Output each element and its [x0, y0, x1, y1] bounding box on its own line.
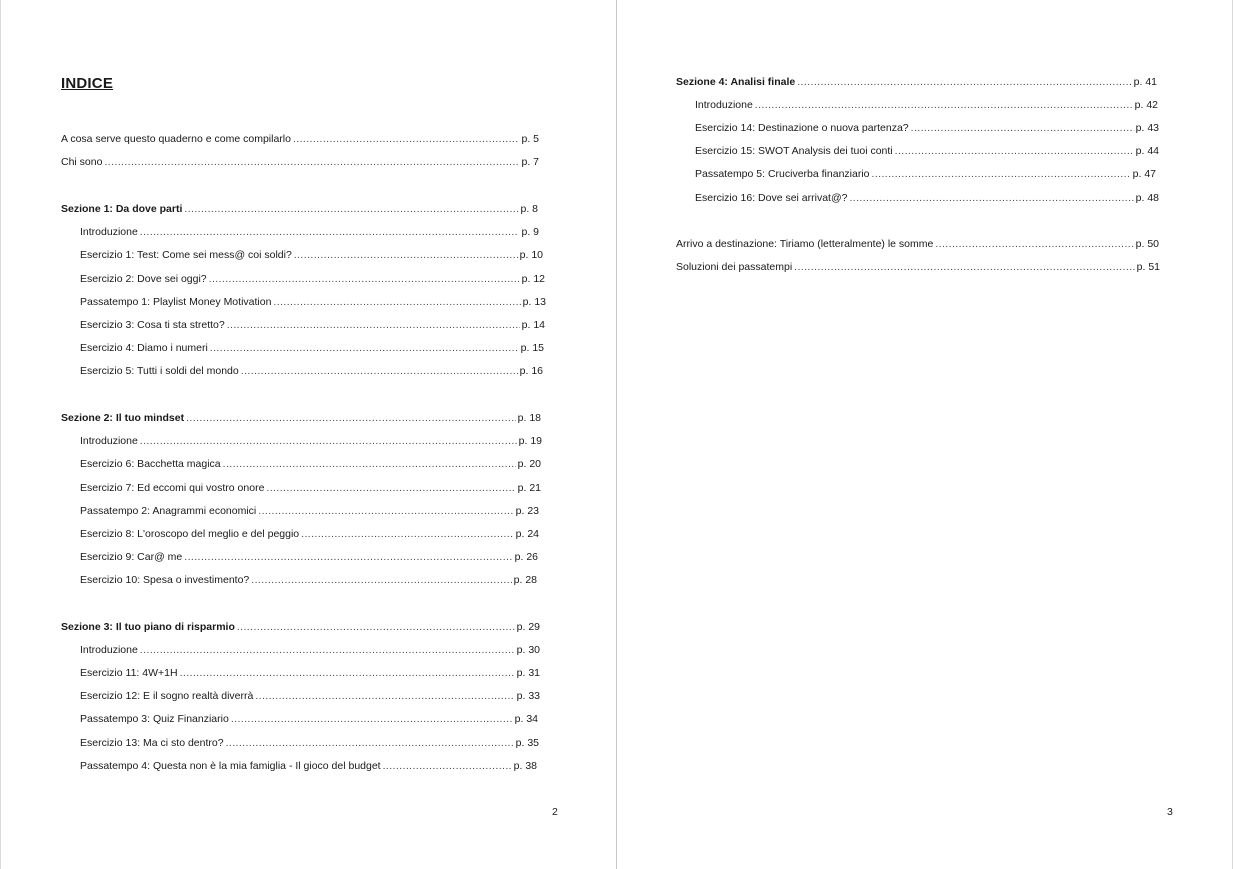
toc-entry-label: Esercizio 16: Dove sei arrivat@?: [695, 192, 848, 204]
toc-entry-page: p. 26: [514, 551, 538, 563]
toc-entry[interactable]: [61, 155, 539, 169]
dot-leader: [227, 318, 520, 332]
dot-leader: [140, 643, 515, 657]
dot-leader: [231, 712, 513, 726]
toc-entry[interactable]: [80, 318, 545, 332]
toc-entry[interactable]: [80, 712, 538, 726]
toc-entry[interactable]: [80, 364, 543, 378]
dot-leader: [223, 457, 516, 471]
toc-entry-page: p. 16: [519, 365, 543, 377]
toc-entry[interactable]: [80, 504, 539, 518]
toc-entry-label: A cosa serve questo quaderno e come compilarlo: [61, 133, 291, 145]
toc-entry-page: p. 13: [522, 296, 546, 308]
toc-entry[interactable]: [695, 98, 1158, 112]
toc-entry-label: Esercizio 9: Car@ me: [80, 551, 183, 563]
toc-entry-label: Esercizio 4: Diamo i numeri: [80, 342, 208, 354]
toc-entry[interactable]: [695, 191, 1159, 205]
toc-entry-page: p. 21: [517, 482, 541, 494]
toc-entry[interactable]: [80, 457, 541, 471]
toc-entry[interactable]: [80, 434, 542, 448]
toc-entry-page: p. 20: [517, 458, 541, 470]
toc-entry-page: p. 18: [517, 412, 541, 424]
toc-entry-label: Passatempo 1: Playlist Money Motivation: [80, 296, 272, 308]
toc-entry-label: Passatempo 2: Anagrammi economici: [80, 505, 257, 517]
dot-leader: [209, 272, 520, 286]
toc-section-heading[interactable]: [61, 620, 540, 634]
toc-entry-label: Esercizio 3: Cosa ti sta stretto?: [80, 319, 225, 331]
dot-leader: [241, 364, 518, 378]
toc-entry-label: Esercizio 15: SWOT Analysis dei tuoi conti: [695, 145, 893, 157]
dot-leader: [293, 132, 520, 146]
toc-entry-page: p. 14: [521, 319, 545, 331]
toc-entry-page: p. 48: [1135, 192, 1159, 204]
dot-leader: [140, 225, 520, 239]
toc-entry-page: p. 44: [1135, 145, 1159, 157]
toc-entry-label: Sezione 1: Da dove parti: [61, 203, 183, 215]
toc-entry-label: Soluzioni dei passatempi: [676, 261, 793, 273]
toc-entry[interactable]: [80, 248, 543, 262]
toc-entry-label: Esercizio 7: Ed eccomi qui vostro onore: [80, 482, 265, 494]
dot-leader: [895, 144, 1134, 158]
toc-entry[interactable]: [80, 573, 537, 587]
toc-entry-page: p. 29: [516, 621, 540, 633]
toc-entry[interactable]: [80, 736, 539, 750]
toc-entry-page: p. 15: [520, 342, 544, 354]
toc-title: INDICE: [61, 75, 114, 92]
toc-entry-label: Passatempo 5: Cruciverba finanziario: [695, 168, 870, 180]
toc-entry-page: p. 24: [515, 528, 539, 540]
toc-entry-page: p. 35: [515, 737, 539, 749]
toc-entry-page: p. 31: [516, 667, 540, 679]
dot-leader: [797, 75, 1131, 89]
toc-entry-page: p. 34: [514, 713, 538, 725]
dot-leader: [210, 341, 519, 355]
toc-entry[interactable]: [695, 144, 1159, 158]
toc-entry-label: Introduzione: [695, 99, 753, 111]
dot-leader: [266, 481, 515, 495]
dot-leader: [935, 237, 1133, 251]
dot-leader: [755, 98, 1133, 112]
toc-entry-page: p. 7: [521, 156, 539, 168]
dot-leader: [140, 434, 517, 448]
toc-entry-page: p. 41: [1133, 76, 1157, 88]
toc-entry-label: Introduzione: [80, 435, 138, 447]
dot-leader: [794, 260, 1134, 274]
toc-entry-label: Introduzione: [80, 226, 138, 238]
toc-entry-page: p. 51: [1136, 261, 1160, 273]
toc-entry-label: Esercizio 10: Spesa o investimento?: [80, 574, 250, 586]
dot-leader: [104, 155, 519, 169]
toc-entry-page: p. 9: [521, 226, 539, 238]
toc-entry-page: p. 10: [519, 249, 543, 261]
toc-entry[interactable]: [695, 121, 1159, 135]
toc-entry-page: p. 47: [1132, 168, 1156, 180]
toc-entry[interactable]: [676, 260, 1160, 274]
toc-entry-label: Passatempo 3: Quiz Finanziario: [80, 713, 229, 725]
toc-entry-label: Esercizio 5: Tutti i soldi del mondo: [80, 365, 239, 377]
dot-leader: [186, 411, 516, 425]
toc-entry[interactable]: [80, 550, 538, 564]
dot-leader: [180, 666, 515, 680]
toc-entry[interactable]: [80, 689, 540, 703]
toc-entry[interactable]: [695, 167, 1156, 181]
toc-entry[interactable]: [80, 295, 546, 309]
toc-entry-page: p. 42: [1134, 99, 1158, 111]
toc-entry-label: Introduzione: [80, 644, 138, 656]
toc-entry-label: Esercizio 14: Destinazione o nuova partenza?: [695, 122, 909, 134]
page-number: 3: [1167, 806, 1173, 818]
dot-leader: [849, 191, 1133, 205]
dot-leader: [255, 689, 514, 703]
toc-entry-label: Passatempo 4: Questa non è la mia famiglia - Il gioco del budget: [80, 760, 381, 772]
dot-leader: [872, 167, 1131, 181]
toc-entry-label: Chi sono: [61, 156, 103, 168]
toc-entry-page: p. 38: [513, 760, 537, 772]
toc-entry[interactable]: [80, 527, 539, 541]
toc-entry-label: Esercizio 2: Dove sei oggi?: [80, 273, 207, 285]
toc-entry-page: p. 30: [516, 644, 540, 656]
toc-entry-page: p. 33: [516, 690, 540, 702]
page-right: [617, 0, 1233, 869]
toc-entry[interactable]: [80, 225, 539, 239]
dot-leader: [184, 202, 518, 216]
toc-entry-page: p. 19: [518, 435, 542, 447]
toc-entry[interactable]: [80, 643, 540, 657]
dot-leader: [273, 295, 520, 309]
toc-entry-label: Esercizio 12: E il sogno realtà diverrà: [80, 690, 254, 702]
dot-leader: [184, 550, 512, 564]
dot-leader: [383, 759, 512, 773]
toc-section-heading[interactable]: [61, 411, 541, 425]
toc-entry-page: p. 5: [521, 133, 539, 145]
toc-entry[interactable]: [80, 666, 540, 680]
page-number: 2: [552, 806, 558, 818]
toc-entry-label: Esercizio 1: Test: Come sei mess@ coi soldi?: [80, 249, 292, 261]
toc-entry[interactable]: [80, 272, 545, 286]
toc-section-heading[interactable]: [676, 75, 1157, 89]
dot-leader: [301, 527, 514, 541]
toc-entry-label: Esercizio 8: L'oroscopo del meglio e del peggio: [80, 528, 300, 540]
toc-entry-label: Esercizio 6: Bacchetta magica: [80, 458, 221, 470]
dot-leader: [294, 248, 518, 262]
dot-leader: [226, 736, 514, 750]
toc-entry[interactable]: [80, 341, 544, 355]
dot-leader: [251, 573, 511, 587]
toc-entry-page: p. 23: [515, 505, 539, 517]
toc-entry-label: Esercizio 11: 4W+1H: [80, 667, 178, 679]
toc-entry[interactable]: [61, 132, 539, 146]
toc-entry-page: p. 12: [521, 273, 545, 285]
toc-entry-page: p. 43: [1135, 122, 1159, 134]
toc-entry-page: p. 28: [513, 574, 537, 586]
toc-entry-label: Esercizio 13: Ma ci sto dentro?: [80, 737, 224, 749]
toc-entry-label: Sezione 3: Il tuo piano di risparmio: [61, 621, 235, 633]
toc-entry-page: p. 50: [1135, 238, 1159, 250]
toc-entry[interactable]: [80, 481, 541, 495]
dot-leader: [911, 121, 1134, 135]
dot-leader: [258, 504, 513, 518]
toc-entry[interactable]: [676, 237, 1159, 251]
toc-entry-label: Sezione 4: Analisi finale: [676, 76, 796, 88]
toc-entry-label: Arrivo a destinazione: Tiriamo (letteralmente) le somme: [676, 238, 934, 250]
dot-leader: [237, 620, 515, 634]
toc-entry-page: p. 8: [520, 203, 538, 215]
toc-entry[interactable]: [80, 759, 537, 773]
toc-entry-label: Sezione 2: Il tuo mindset: [61, 412, 185, 424]
toc-section-heading[interactable]: [61, 202, 538, 216]
